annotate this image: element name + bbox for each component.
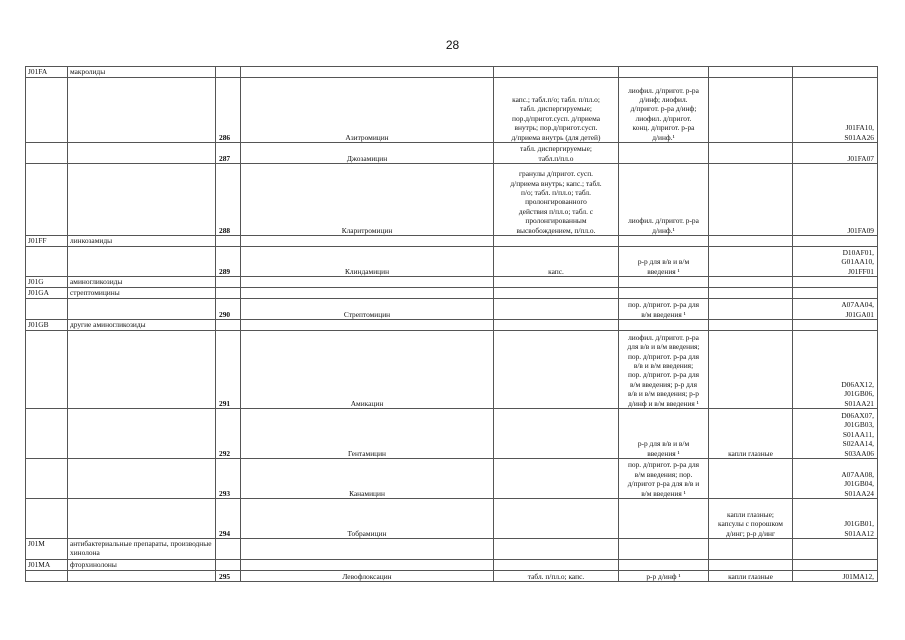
row-number: 291 bbox=[216, 331, 241, 409]
empty-cell bbox=[68, 164, 216, 236]
atc-group-code: J01M bbox=[26, 539, 68, 560]
empty-cell bbox=[68, 299, 216, 320]
empty-cell bbox=[793, 67, 878, 78]
empty-cell bbox=[619, 67, 709, 78]
injection-forms bbox=[619, 164, 709, 236]
empty-cell bbox=[26, 409, 68, 459]
empty-cell bbox=[709, 320, 793, 331]
empty-cell bbox=[241, 560, 494, 571]
oral-forms bbox=[494, 78, 619, 143]
atc-codes-line: S01AA26 bbox=[844, 132, 874, 142]
injection-forms bbox=[619, 331, 709, 409]
atc-codes-line: S02AA14, bbox=[842, 439, 874, 449]
empty-cell bbox=[26, 571, 68, 582]
injection-forms bbox=[619, 409, 709, 459]
injection-forms-line: р-р для в/в и в/м bbox=[637, 439, 690, 449]
group-row bbox=[26, 560, 878, 571]
oral-forms-line: пор.д/пригот.сусп. д/приема bbox=[512, 113, 600, 123]
empty-cell bbox=[619, 236, 709, 247]
drug-name: Кларитромицин bbox=[241, 164, 494, 236]
injection-forms-line: в/м введения ¹ bbox=[641, 488, 686, 498]
injection-forms-line: д/инф.¹ bbox=[652, 225, 675, 235]
injection-forms-line: пор. д/пригот. р-ра для bbox=[627, 351, 700, 361]
empty-cell bbox=[709, 539, 793, 560]
atc-codes-line: J01GB03, bbox=[844, 420, 874, 430]
oral-forms-line: гранулы д/пригот. сусп. bbox=[518, 169, 594, 179]
injection-forms-line: лиофил. д/пригот. р-ра bbox=[628, 85, 699, 95]
atc-codes-line: J01FF01 bbox=[848, 266, 874, 276]
atc-codes bbox=[793, 571, 878, 582]
row-number: 295 bbox=[216, 571, 241, 582]
row-number: 292 bbox=[216, 409, 241, 459]
atc-group-code: J01FA bbox=[26, 67, 68, 78]
atc-codes bbox=[793, 78, 878, 143]
drug-row bbox=[26, 299, 878, 320]
row-number: 288 bbox=[216, 164, 241, 236]
atc-codes-line: D10AF01, bbox=[842, 247, 874, 257]
empty-cell bbox=[793, 288, 878, 299]
atc-codes-line: J01FA09 bbox=[847, 225, 874, 235]
empty-cell bbox=[793, 539, 878, 560]
injection-forms-line: д/пригот. р-ра д/инф; bbox=[630, 104, 697, 114]
injection-forms-line: введения ¹ bbox=[647, 266, 680, 276]
injection-forms bbox=[619, 499, 709, 539]
atc-codes-line: J01GB06, bbox=[844, 389, 874, 399]
injection-forms bbox=[619, 571, 709, 582]
injection-forms-line: д/инф.¹ bbox=[652, 132, 675, 142]
oral-forms bbox=[494, 299, 619, 320]
row-number: 287 bbox=[216, 143, 241, 164]
atc-codes-line: S01AA11, bbox=[842, 429, 874, 439]
empty-cell bbox=[241, 67, 494, 78]
atc-codes-line: D06AX07, bbox=[841, 410, 874, 420]
empty-cell bbox=[216, 539, 241, 560]
empty-cell bbox=[709, 67, 793, 78]
empty-cell bbox=[216, 320, 241, 331]
oral-forms-line: внутрь; пор.д/пригот.сусп. bbox=[514, 123, 598, 133]
empty-cell bbox=[68, 571, 216, 582]
empty-cell bbox=[241, 320, 494, 331]
atc-codes bbox=[793, 459, 878, 499]
injection-forms-line: введения ¹ bbox=[647, 448, 680, 458]
drug-name: Амикацин bbox=[241, 331, 494, 409]
empty-cell bbox=[494, 539, 619, 560]
empty-cell bbox=[793, 236, 878, 247]
oral-forms-line: п/о; табл. п/пл.о; табл. bbox=[521, 187, 591, 197]
atc-group-name: стрептомицины bbox=[68, 288, 216, 299]
injection-forms-line: д/инф и в/м введения ¹ bbox=[628, 398, 699, 408]
group-row bbox=[26, 236, 878, 247]
oral-forms bbox=[494, 409, 619, 459]
drug-row bbox=[26, 164, 878, 236]
empty-cell bbox=[26, 164, 68, 236]
empty-cell bbox=[494, 320, 619, 331]
empty-cell bbox=[68, 409, 216, 459]
empty-cell bbox=[241, 277, 494, 288]
atc-group-name: линкозамиды bbox=[68, 236, 216, 247]
empty-cell bbox=[68, 78, 216, 143]
atc-group-code: J01G bbox=[26, 277, 68, 288]
empty-cell bbox=[68, 247, 216, 277]
other-forms bbox=[709, 164, 793, 236]
oral-forms bbox=[494, 143, 619, 164]
empty-cell bbox=[26, 499, 68, 539]
injection-forms bbox=[619, 78, 709, 143]
other-forms-line: д/инг; р-р д/инг bbox=[725, 528, 776, 538]
empty-cell bbox=[494, 560, 619, 571]
atc-group-code: J01GB bbox=[26, 320, 68, 331]
oral-forms-line: табл. диспергируемые; bbox=[520, 104, 592, 114]
empty-cell bbox=[494, 67, 619, 78]
atc-codes-line: A07AA04, bbox=[841, 300, 874, 310]
atc-codes-line: S01AA21 bbox=[844, 398, 874, 408]
empty-cell bbox=[241, 288, 494, 299]
empty-cell bbox=[709, 277, 793, 288]
drug-name: Тобрамицин bbox=[241, 499, 494, 539]
drug-row bbox=[26, 409, 878, 459]
atc-codes-line: J01GB04, bbox=[844, 479, 874, 489]
empty-cell bbox=[619, 560, 709, 571]
other-forms-line: капли глазные; bbox=[727, 509, 774, 519]
atc-codes bbox=[793, 247, 878, 277]
empty-cell bbox=[494, 277, 619, 288]
empty-cell bbox=[26, 299, 68, 320]
injection-forms-line: в/м введения ¹ bbox=[641, 309, 686, 319]
other-forms-line: капли глазные bbox=[728, 448, 773, 458]
drug-list-table bbox=[25, 66, 878, 582]
drug-row bbox=[26, 331, 878, 409]
other-forms bbox=[709, 499, 793, 539]
table-body bbox=[26, 67, 878, 582]
drug-row bbox=[26, 247, 878, 277]
empty-cell bbox=[709, 236, 793, 247]
other-forms bbox=[709, 299, 793, 320]
empty-cell bbox=[793, 320, 878, 331]
atc-codes bbox=[793, 331, 878, 409]
atc-group-code: J01MA bbox=[26, 560, 68, 571]
oral-forms-line: капс.; табл.п/о; табл. п/пл.о; bbox=[512, 94, 600, 104]
empty-cell bbox=[216, 277, 241, 288]
atc-group-name: другие аминогликозиды bbox=[68, 320, 216, 331]
empty-cell bbox=[709, 288, 793, 299]
group-row bbox=[26, 67, 878, 78]
empty-cell bbox=[26, 143, 68, 164]
empty-cell bbox=[494, 288, 619, 299]
oral-forms-line: пролонгированного bbox=[525, 197, 587, 207]
empty-cell bbox=[619, 277, 709, 288]
other-forms-line: капсулы с порошком bbox=[718, 519, 783, 529]
injection-forms bbox=[619, 459, 709, 499]
injection-forms-line: в/в и в/м введения; р-р bbox=[628, 389, 699, 399]
oral-forms bbox=[494, 247, 619, 277]
empty-cell bbox=[216, 560, 241, 571]
group-row bbox=[26, 277, 878, 288]
oral-forms bbox=[494, 459, 619, 499]
atc-codes bbox=[793, 409, 878, 459]
group-row bbox=[26, 288, 878, 299]
row-number: 294 bbox=[216, 499, 241, 539]
drug-name: Гентамицин bbox=[241, 409, 494, 459]
oral-forms bbox=[494, 331, 619, 409]
atc-group-code: J01FF bbox=[26, 236, 68, 247]
injection-forms-line: в/м введения; пор. bbox=[634, 469, 693, 479]
atc-group-name: макролиды bbox=[68, 67, 216, 78]
atc-codes-line: J01MA12, bbox=[842, 571, 874, 581]
oral-forms-line: д/приема внутрь; капс.; табл. bbox=[510, 178, 602, 188]
atc-codes-line: G01AA10, bbox=[841, 257, 874, 267]
empty-cell bbox=[216, 67, 241, 78]
injection-forms-line: р-р д/инф ¹ bbox=[646, 571, 681, 581]
injection-forms-line: конц. д/пригот. р-ра bbox=[632, 123, 695, 133]
row-number: 286 bbox=[216, 78, 241, 143]
empty-cell bbox=[216, 236, 241, 247]
atc-codes-line: S01AA12 bbox=[844, 528, 874, 538]
atc-codes bbox=[793, 299, 878, 320]
empty-cell bbox=[494, 236, 619, 247]
injection-forms-line: пор. д/пригот. р-ра для bbox=[627, 370, 700, 380]
atc-codes-line: D06AX12, bbox=[841, 379, 874, 389]
empty-cell bbox=[68, 331, 216, 409]
atc-group-code: J01GA bbox=[26, 288, 68, 299]
drug-name: Стрептомицин bbox=[241, 299, 494, 320]
empty-cell bbox=[619, 320, 709, 331]
empty-cell bbox=[26, 331, 68, 409]
drug-row bbox=[26, 499, 878, 539]
drug-name: Канамицин bbox=[241, 459, 494, 499]
other-forms-line: капли глазные bbox=[728, 571, 773, 581]
other-forms bbox=[709, 247, 793, 277]
empty-cell bbox=[241, 539, 494, 560]
other-forms bbox=[709, 571, 793, 582]
drug-row bbox=[26, 571, 878, 582]
row-number: 289 bbox=[216, 247, 241, 277]
empty-cell bbox=[709, 560, 793, 571]
oral-forms-line: табл. п/пл.о; капс. bbox=[527, 571, 585, 581]
atc-group-name: аминогликозиды bbox=[68, 277, 216, 288]
oral-forms-line: высвобождением, п/пл.о. bbox=[516, 225, 596, 235]
other-forms bbox=[709, 143, 793, 164]
oral-forms bbox=[494, 499, 619, 539]
drug-name: Джозамицин bbox=[241, 143, 494, 164]
drug-row bbox=[26, 143, 878, 164]
empty-cell bbox=[619, 288, 709, 299]
drug-row bbox=[26, 459, 878, 499]
atc-codes-line: J01GB01, bbox=[844, 519, 874, 529]
oral-forms-line: действия п/пл.о; табл. с bbox=[518, 206, 594, 216]
drug-name: Левофлоксацин bbox=[241, 571, 494, 582]
drug-row bbox=[26, 78, 878, 143]
injection-forms-line: пор. д/пригот. р-ра для bbox=[627, 460, 700, 470]
atc-codes-line: A07AA08, bbox=[841, 469, 874, 479]
empty-cell bbox=[793, 560, 878, 571]
injection-forms-line: в/в и в/м введения; bbox=[633, 360, 694, 370]
injection-forms-line: д/пригот р-ра для в/в и bbox=[627, 479, 700, 489]
empty-cell bbox=[68, 499, 216, 539]
atc-codes bbox=[793, 499, 878, 539]
atc-codes-line: J01FA07 bbox=[847, 153, 874, 163]
row-number: 290 bbox=[216, 299, 241, 320]
atc-codes-line: S03AA06 bbox=[844, 448, 874, 458]
empty-cell bbox=[619, 539, 709, 560]
empty-cell bbox=[26, 78, 68, 143]
other-forms bbox=[709, 459, 793, 499]
injection-forms-line: в/м введения; р-р для bbox=[630, 379, 697, 389]
atc-group-name: антибактериальные препараты, производные хинолона bbox=[68, 539, 216, 560]
atc-codes-line: S01AA24 bbox=[844, 488, 874, 498]
empty-cell bbox=[793, 277, 878, 288]
empty-cell bbox=[216, 288, 241, 299]
injection-forms-line: д/инф; лиофил. bbox=[639, 94, 688, 104]
other-forms bbox=[709, 409, 793, 459]
atc-codes-line: J01FA10, bbox=[845, 123, 874, 133]
empty-cell bbox=[26, 459, 68, 499]
oral-forms bbox=[494, 571, 619, 582]
injection-forms-line: лиофил. д/пригот. р-ра bbox=[628, 216, 699, 226]
drug-name: Клиндамицин bbox=[241, 247, 494, 277]
oral-forms-line: д/приема внутрь (для детей) bbox=[511, 132, 601, 142]
oral-forms-line: пролонгированным bbox=[525, 216, 587, 226]
injection-forms bbox=[619, 299, 709, 320]
injection-forms-line: лиофил. д/пригот. bbox=[635, 113, 692, 123]
injection-forms bbox=[619, 247, 709, 277]
oral-forms-line: капс. bbox=[548, 266, 564, 276]
empty-cell bbox=[68, 143, 216, 164]
injection-forms-line: пор. д/пригот. р-ра для bbox=[627, 300, 700, 310]
atc-group-name: фторхинолоны bbox=[68, 560, 216, 571]
injection-forms-line: для в/в и в/м введения; bbox=[627, 342, 700, 352]
oral-forms-line: табл. диспергируемые; bbox=[520, 144, 592, 154]
oral-forms-line: табл.п/пл.о bbox=[538, 153, 574, 163]
empty-cell bbox=[68, 459, 216, 499]
injection-forms-line: лиофил. д/пригот. р-ра bbox=[628, 332, 699, 342]
atc-codes-line: J01GA01 bbox=[845, 309, 874, 319]
atc-codes bbox=[793, 164, 878, 236]
other-forms bbox=[709, 331, 793, 409]
empty-cell bbox=[26, 247, 68, 277]
injection-forms bbox=[619, 143, 709, 164]
injection-forms-line: р-р для в/в и в/м bbox=[637, 257, 690, 267]
page-number: 28 bbox=[445, 38, 460, 52]
empty-cell bbox=[241, 236, 494, 247]
atc-codes bbox=[793, 143, 878, 164]
other-forms bbox=[709, 78, 793, 143]
oral-forms bbox=[494, 164, 619, 236]
row-number: 293 bbox=[216, 459, 241, 499]
group-row bbox=[26, 539, 878, 560]
drug-name: Азитромицин bbox=[241, 78, 494, 143]
group-row bbox=[26, 320, 878, 331]
